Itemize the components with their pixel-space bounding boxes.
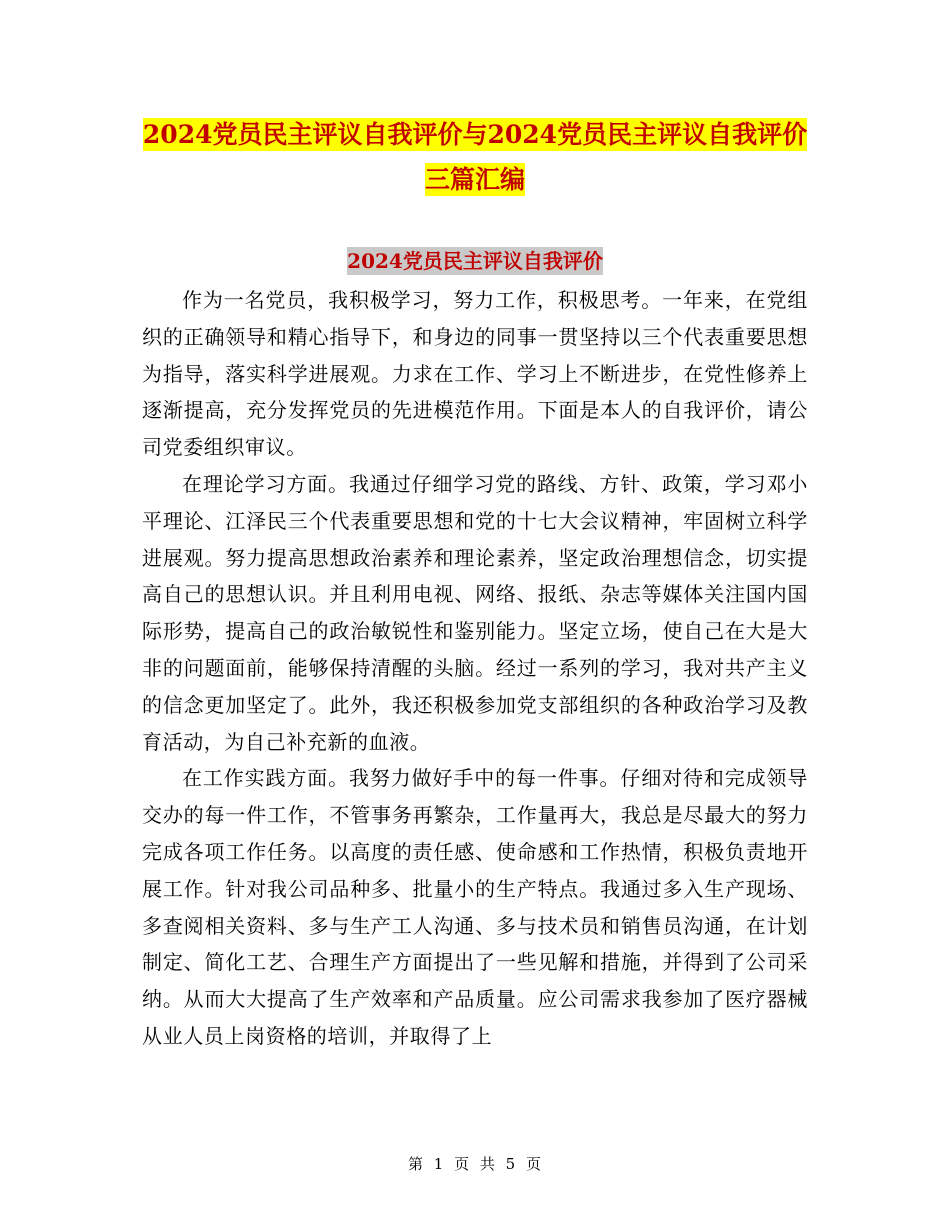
document-title	[140, 112, 810, 202]
paragraph: 在理论学习方面。我通过仔细学习党的路线、方针、政策，学习邓小平理论、江泽民三个代表重要思想和党的十七大会议精神，牢固树立科学进展观。努力提高思想政治素养和理论素养，坚定政治理想信念，切实提高自己的思想认识。并且利用电视、网络、报纸、杂志等媒体关注国内国际形势，提高自己的政治敏锐性和鉴别能力。坚定立场，使自己在大是大非的问题面前，能够保持清醒的头脑。经过一系列的学习，我对共产主义的信念更加坚定了。此外，我还积极参加党支部组织的各种政治学习及教育活动，为自己补充新的血液。	[142, 471, 808, 754]
page-footer: 第 1 页 共 5 页	[408, 1155, 542, 1173]
document-body	[142, 282, 808, 1055]
section-title-text: 2024党员民主评议自我评价	[347, 249, 603, 273]
paragraph: 在工作实践方面。我努力做好手中的每一件事。仔细对待和完成领导交办的每一件工作，不管事务再繁杂，工作量再大，我总是尽最大的努力完成各项工作任务。以高度的责任感、使命感和工作热情，积极负责地开展工作。针对我公司品种多、批量小的生产特点。我通过多入生产现场、多查阅相关资料、多与生产工人沟通、多与技术员和销售员沟通，在计划制定、简化工艺、合理生产方面提出了一些见解和措施，并得到了公司采纳。从而大大提高了生产效率和产品质量。应公司需求我参加了医疗器械从业人员上岗资格的培训，并取得了上	[142, 766, 808, 1048]
paragraph: 作为一名党员，我积极学习，努力工作，积极思考。一年来，在党组织的正确领导和精心指导下，和身边的同事一贯坚持以三个代表重要思想为指导，落实科学进展观。力求在工作、学习上不断进步，在党性修养上逐渐提高，充分发挥党员的先进模范作用。下面是本人的自我评价，请公司党委组织审议。	[142, 288, 808, 460]
section-title	[140, 244, 810, 278]
document-title-text: 2024党员民主评议自我评价与2024党员民主评议自我评价三篇汇编	[142, 120, 808, 194]
